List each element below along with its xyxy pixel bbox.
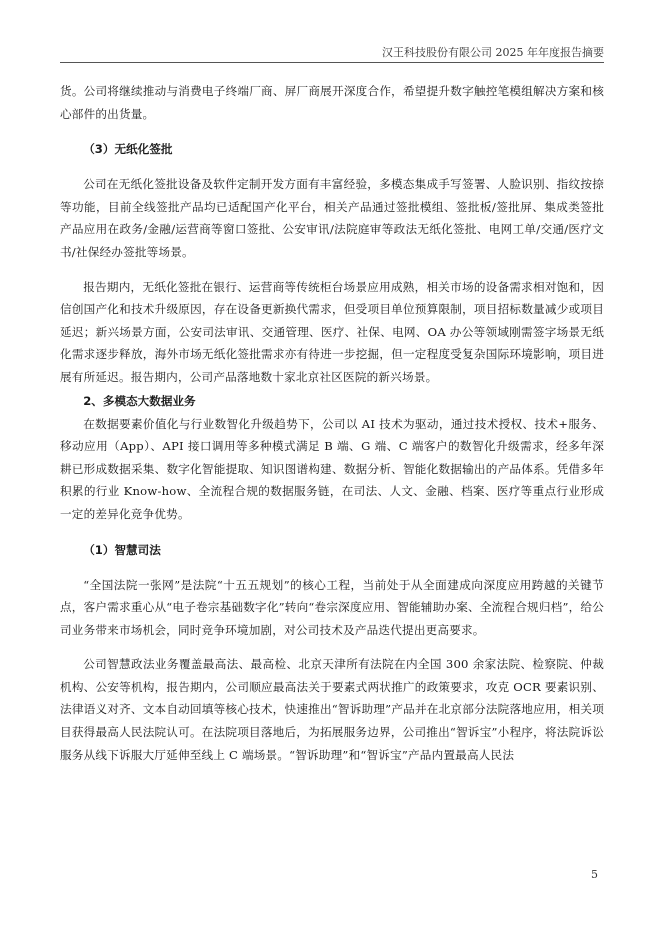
paragraph-smart-judiciary-business: 公司智慧政法业务覆盖最高法、最高检、北京天津所有法院在内全国 300 余家法院、检察院、仲裁机构、公安等机构，报告期内，公司顺应最高法关于要素式两状推广的政策要求，攻克 OCR 要素识别、法律语义对齐、文本自动回填等核心技术，快速推出“智诉助理”产品并在北京部分法院落地应用，相关项目获得最高人民法院认可。在法院项目落地后，为拓展服务边界，公司推出“智诉宝”小程序，将法院诉讼服务从线下诉服大厅延伸至线上 C 端场景。“智诉助理”和“智诉宝”产品内置最高人民法: [60, 657, 604, 762]
document-body: [60, 80, 604, 766]
header-divider: [60, 62, 604, 63]
paragraph-paperless-period: 报告期内，无纸化签批在银行、运营商等传统柜台场景应用成熟，相关市场的设备需求相对饱和，因信创国产化和技术升级原因，存在设备更新换代需求，但受项目单位预算限制，项目招标数量减少或项目延迟；新兴场景方面，公安司法审讯、交通管理、医疗、社保、电网、OA 办公等领域刚需签字场景无纸化需求逐步释放，海外市场无纸化签批需求亦有待进一步挖掘，但一定程度受复杂国际环境影响，项目进展有所延迟。报告期内，公司产品落地数十家北京社区医院的新兴场景。: [60, 279, 604, 384]
spacer: [60, 562, 604, 574]
subheading-paperless-signing: （3）无纸化签批: [83, 142, 173, 157]
paragraph-multimodal-data: 在数据要素价值化与行业数智化升级趋势下，公司以 AI 技术为驱动，通过技术授权、技术+服务、移动应用（App）、API 接口调用等多种模式满足 B 端、G 端、C 端客户的数智化升级需求，经多年深耕已形成数据采集、数字化智能提取、知识图谱构建、数据分析、智能化数据输出的产品体系。凭借多年积累的行业 Know-how、全流程合规的数据服务链，在司法、人文、金融、档案、医疗等重点行业形成一定的差异化竞争优势。: [60, 416, 604, 521]
spacer: [60, 526, 604, 538]
paragraph-court-network: “全国法院一张网”是法院“十五五规划”的核心工程，当前处于从全面建成向深度应用跨越的关键节点，客户需求重心从“电子卷宗基础数字化”转向“卷宗深度应用、智能辅助办案、全流程合规归档”，给公司业务带来市场机会，同时竞争环境加剧，对公司技术及产品迭代提出更高要求。: [60, 577, 604, 637]
spacer: [60, 125, 604, 137]
spacer: [60, 161, 604, 173]
subheading-smart-judiciary: （1）智慧司法: [83, 542, 161, 557]
page-header: 汉王科技股份有限公司 2025 年年度报告摘要: [382, 46, 604, 59]
paragraph-paperless-overview: 公司在无纸化签批设备及软件定制开发方面有丰富经验，多模态集成手写签署、人脸识别、指纹按捺等功能，目前全线签批产品均已适配国产化平台，相关产品通过签批模组、签批板/签批屏、集成类签批产品应用在政务/金融/运营商等窗口签批、公安审讯/法院庭审等政法无纸化签批、电网工单/交通/医疗文书/社保经办签批等场景。: [60, 177, 604, 259]
page-number: 5: [591, 868, 598, 881]
spacer: [60, 264, 604, 276]
section-heading-multimodal-data: 2、多模态大数据业务: [83, 393, 196, 408]
paragraph-continuation: 货。公司将继续推动与消费电子终端厂商、屏厂商展开深度合作，希望提升数字触控笔模组解决方案和核心部件的出货量。: [60, 84, 604, 121]
spacer: [60, 641, 604, 653]
